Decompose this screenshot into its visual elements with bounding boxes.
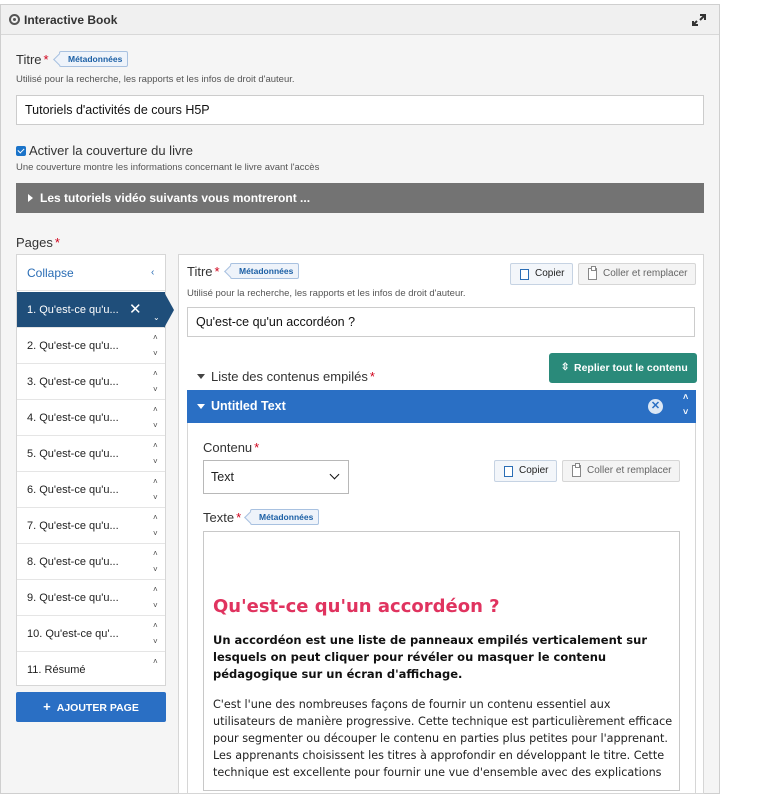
page-title-label: Titre * (187, 264, 220, 279)
move-down-icon[interactable]: ˅ (153, 637, 158, 646)
copy-icon (504, 466, 513, 477)
copy-label: Copier (535, 268, 565, 279)
page-item-10[interactable] (17, 616, 165, 652)
active-page-pointer (164, 292, 174, 328)
content-lead-paragraph: Un accordéon est une liste de panneaux empilés verticalement sur lesquels on peut cliquer pour révéler ou masquer le contenu pédagogique sur un écran d'affichage. (213, 633, 647, 681)
remove-item-icon[interactable]: ✕ (648, 399, 663, 414)
content-copy-button[interactable] (494, 460, 557, 482)
page-label: 3. Qu'est-ce qu'u... (27, 376, 119, 388)
page-item-5[interactable] (17, 436, 165, 472)
move-down-icon[interactable]: ˅ (153, 457, 158, 466)
cover-checkbox[interactable] (16, 146, 26, 156)
page-item-7[interactable] (17, 508, 165, 544)
add-page-button[interactable] (16, 692, 166, 722)
move-up-icon[interactable]: ˄ (153, 549, 158, 558)
app-title: Interactive Book (24, 13, 118, 27)
page-item-9[interactable] (17, 580, 165, 616)
page-label: 6. Qu'est-ce qu'u... (27, 484, 119, 496)
move-down-icon[interactable]: ˅ (153, 385, 158, 394)
move-up-icon[interactable]: ˄ (153, 441, 158, 450)
text-metadata-button[interactable]: Métadonnées (250, 509, 319, 525)
title-bar (1, 5, 719, 35)
expand-triangle-icon (28, 194, 33, 202)
chevron-down-icon (330, 470, 340, 480)
copy-icon (520, 269, 529, 280)
pages-list (16, 254, 166, 686)
page-title-description: Utilisé pour la recherche, les rapports et les infos de droit d'auteur. (187, 288, 466, 299)
collapse-all-label: Replier tout le contenu (574, 362, 688, 374)
page-label: 10. Qu'est-ce qu'... (27, 628, 119, 640)
paste-label: Coller et remplacer (603, 268, 688, 279)
content-paste-replace-button[interactable] (562, 460, 680, 482)
page-item-3[interactable] (17, 364, 165, 400)
page-label: 8. Qu'est-ce qu'u... (27, 556, 119, 568)
collapse-vertical-icon: ⇳ (561, 362, 570, 373)
move-up-icon[interactable]: ˄ (153, 405, 158, 414)
collapse-all-button[interactable] (549, 353, 697, 383)
collapse-label: Collapse (27, 266, 74, 280)
paste-label: Coller et remplacer (587, 465, 672, 476)
move-down-icon[interactable]: ˅ (153, 493, 158, 502)
chevron-left-icon: ‹ (151, 267, 155, 278)
h5p-library-icon (9, 14, 20, 25)
move-up-icon[interactable]: ˄ (153, 621, 158, 630)
move-down-icon[interactable]: ˅ (153, 349, 158, 358)
clipboard-icon (572, 465, 581, 477)
book-title-label: Titre * (16, 52, 49, 67)
page-title-input[interactable]: Qu'est-ce qu'un accordéon ? (187, 307, 695, 337)
move-up-icon[interactable]: ˄ (683, 392, 689, 402)
content-type-select[interactable] (203, 460, 349, 494)
page-item-2[interactable] (17, 328, 165, 364)
content-heading: Qu'est-ce qu'un accordéon ? (213, 596, 500, 617)
caret-down-icon (197, 404, 205, 409)
pages-label: Pages * (16, 235, 60, 250)
page-item-8[interactable] (17, 544, 165, 580)
content-type-label: Contenu * (203, 440, 260, 455)
move-down-icon[interactable]: ˅ (153, 529, 158, 538)
move-up-icon[interactable]: ˄ (153, 477, 158, 486)
move-up-icon[interactable]: ˄ (153, 369, 158, 378)
stacked-list-label: Liste des contenus empilés * (211, 369, 375, 384)
fullscreen-icon[interactable] (691, 13, 707, 27)
caret-down-icon[interactable] (197, 374, 205, 379)
content-body-paragraph: C'est l'une des nombreuses façons de fournir un contenu essentiel aux utilisateurs de manière progressive. Cette technique est particulièrement efficace pour segmenter ou découper le contenu en parties plus petites pour l'apprenant. Les apprenants choisissent les titres à approfondir en développant le titre. Cette technique est excellente pour fournir une vue d'ensemble avec des explications (213, 698, 673, 779)
page-item-11[interactable] (17, 652, 165, 688)
stacked-item-title: Untitled Text (211, 399, 286, 413)
move-down-icon[interactable]: ⌄ (153, 313, 160, 322)
page-label: 11. Résumé (27, 664, 86, 676)
move-up-icon[interactable]: ˄ (153, 333, 158, 342)
page-label: 7. Qu'est-ce qu'u... (27, 520, 119, 532)
intro-section-header[interactable] (16, 183, 704, 213)
move-down-icon[interactable]: ˅ (153, 421, 158, 430)
page-item-6[interactable] (17, 472, 165, 508)
text-field-label: Texte * (203, 510, 242, 525)
page-metadata-button[interactable]: Métadonnées (230, 263, 299, 279)
content-type-value: Text (211, 470, 234, 484)
page-label: 2. Qu'est-ce qu'u... (27, 340, 119, 352)
page-item-1[interactable] (17, 292, 165, 328)
close-icon[interactable]: ✕ (129, 301, 142, 318)
move-down-icon[interactable]: ˅ (153, 565, 158, 574)
copy-button[interactable] (510, 263, 573, 285)
move-down-icon[interactable]: ˅ (153, 601, 158, 610)
cover-description: Une couverture montre les informations concernant le livre avant l'accès (16, 162, 320, 173)
book-title-input[interactable]: Tutoriels d'activités de cours H5P (16, 95, 704, 125)
collapse-pages-button[interactable] (17, 255, 165, 291)
page-label: 1. Qu'est-ce qu'u... (27, 304, 119, 316)
cover-label: Activer la couverture du livre (29, 143, 194, 158)
stacked-item-header[interactable] (187, 390, 696, 423)
intro-section-title: Les tutoriels vidéo suivants vous montreront ... (40, 191, 311, 205)
page-label: 4. Qu'est-ce qu'u... (27, 412, 119, 424)
move-up-icon[interactable]: ˄ (153, 513, 158, 522)
paste-replace-button[interactable] (578, 263, 696, 285)
plus-icon: + (43, 699, 51, 714)
text-editor-area[interactable] (203, 531, 680, 791)
page-item-4[interactable] (17, 400, 165, 436)
move-up-icon[interactable]: ˄ (153, 585, 158, 594)
add-page-label: AJOUTER PAGE (56, 702, 139, 714)
copy-label: Copier (519, 465, 549, 476)
move-up-icon[interactable]: ˄ (153, 657, 158, 666)
book-metadata-button[interactable]: Métadonnées (59, 51, 128, 67)
clipboard-icon (588, 268, 597, 280)
page-label: 5. Qu'est-ce qu'u... (27, 448, 119, 460)
page-label: 9. Qu'est-ce qu'u... (27, 592, 119, 604)
book-title-description: Utilisé pour la recherche, les rapports et les infos de droit d'auteur. (16, 74, 295, 85)
move-down-icon[interactable]: ˅ (683, 407, 689, 417)
